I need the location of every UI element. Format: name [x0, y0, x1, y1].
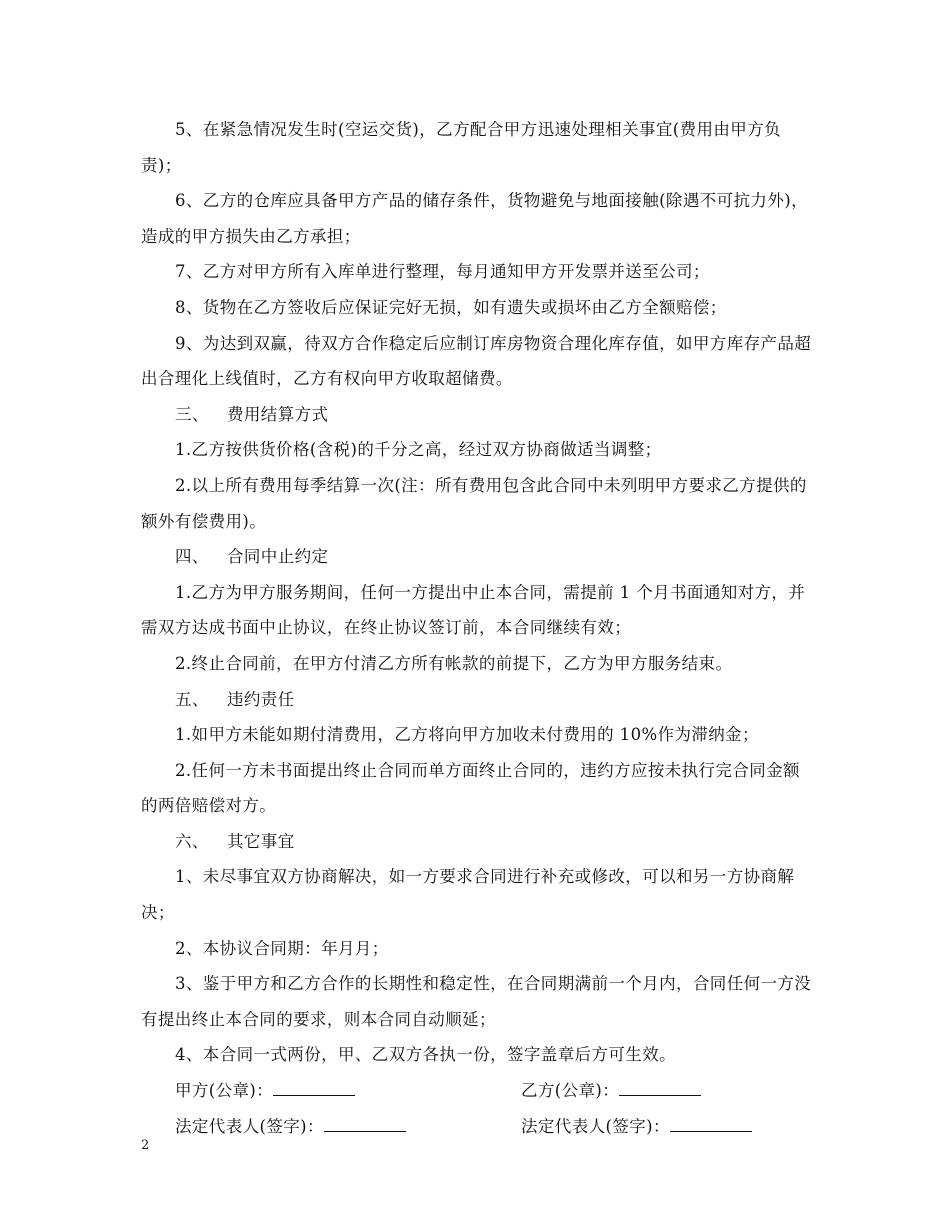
clause-9: 9、为达到双赢，待双方合作稳定后应制订库房物资合理化库存值，如甲方库存产品超出合理化上线值时，乙方有权向甲方收取超储费。 [141, 333, 812, 389]
clause-6: 6、乙方的仓库应具备甲方产品的储存条件，货物避免与地面接触(除遇不可抗力外)，造成的甲方损失由乙方承担； [141, 191, 808, 246]
clause-5: 5、在紧急情况发生时(空运交货)，乙方配合甲方迅速处理相关事宜(费用由甲方负责)； [141, 120, 782, 175]
party-a-rep-blank [324, 1117, 406, 1132]
section-5-heading [141, 682, 813, 718]
section-6-item-1: 1、未尽事宜双方协商解决，如一方要求合同进行补充或修改，可以和另一方协商解决； [141, 867, 795, 923]
party-a-rep-label: 法定代表人(签字)： [175, 1116, 324, 1136]
section-5-title: 违约责任 [227, 689, 295, 709]
party-b-rep-blank [670, 1117, 752, 1132]
section-5-item-2: 2.任何一方未书面提出终止合同而单方面终止合同的，违约方应按未执行完合同金额的两倍赔偿对方。 [141, 760, 800, 816]
section-4-heading [141, 539, 813, 575]
section-6-item-3: 3、鉴于甲方和乙方合作的长期性和稳定性，在合同期满前一个月内，合同任何一方没有提出终止本合同的要求，则本合同自动顺延； [141, 974, 812, 1029]
section-6-title: 其它事宜 [227, 831, 295, 851]
clause-7: 7、乙方对甲方所有入库单进行整理，每月通知甲方开发票并送至公司； [175, 262, 710, 282]
party-a-rep-field [175, 1109, 521, 1145]
section-6-item-2: 2、本协议合同期：年月月； [175, 938, 389, 958]
section-4-item-1: 1.乙方为甲方服务期间，任何一方提出中止本合同，需提前 1 个月书面通知对方，并需双方达成书面中止协议，在终止协议签订前，本合同继续有效； [141, 582, 806, 638]
party-a-seal-blank [273, 1081, 355, 1096]
party-b-rep-label: 法定代表人(签字)： [521, 1116, 670, 1136]
section-4-number: 四、 [175, 547, 209, 567]
party-a-seal-field [175, 1073, 521, 1109]
party-b-rep-field [521, 1109, 813, 1145]
representative-row [141, 1109, 813, 1145]
section-4-title: 合同中止约定 [227, 547, 329, 567]
section-6-heading [141, 824, 813, 860]
section-6-number: 六、 [175, 831, 209, 851]
section-3-item-2: 2.以上所有费用每季结算一次(注：所有费用包含此合同中未列明甲方要求乙方提供的额外有偿费用)。 [141, 475, 807, 531]
section-4-item-2: 2.终止合同前，在甲方付清乙方所有帐款的前提下，乙方为甲方服务结束。 [175, 653, 733, 673]
section-3-item-1: 1.乙方按供货价格(含税)的千分之高，经过双方协商做适当调整； [175, 440, 662, 460]
page-number: 2 [141, 1138, 150, 1153]
section-6-item-4: 4、本合同一式两份，甲、乙双方各执一份，签字盖章后方可生效。 [175, 1045, 676, 1065]
party-b-seal-label: 乙方(公章)： [521, 1081, 620, 1101]
party-b-seal-blank [619, 1081, 701, 1096]
clause-8: 8、货物在乙方签收后应保证完好无损，如有遗失或损坏由乙方全额赔偿； [175, 297, 727, 317]
contract-body [141, 112, 813, 1144]
section-3-number: 三、 [175, 404, 209, 424]
party-a-seal-label: 甲方(公章)： [175, 1081, 274, 1101]
section-3-heading [141, 397, 813, 433]
section-5-number: 五、 [175, 689, 209, 709]
section-3-title: 费用结算方式 [227, 404, 329, 424]
seal-row [141, 1073, 813, 1109]
section-5-item-1: 1.如甲方未能如期付清费用，乙方将向甲方加收未付费用的 10%作为滞纳金； [175, 725, 759, 745]
party-b-seal-field [521, 1073, 813, 1109]
